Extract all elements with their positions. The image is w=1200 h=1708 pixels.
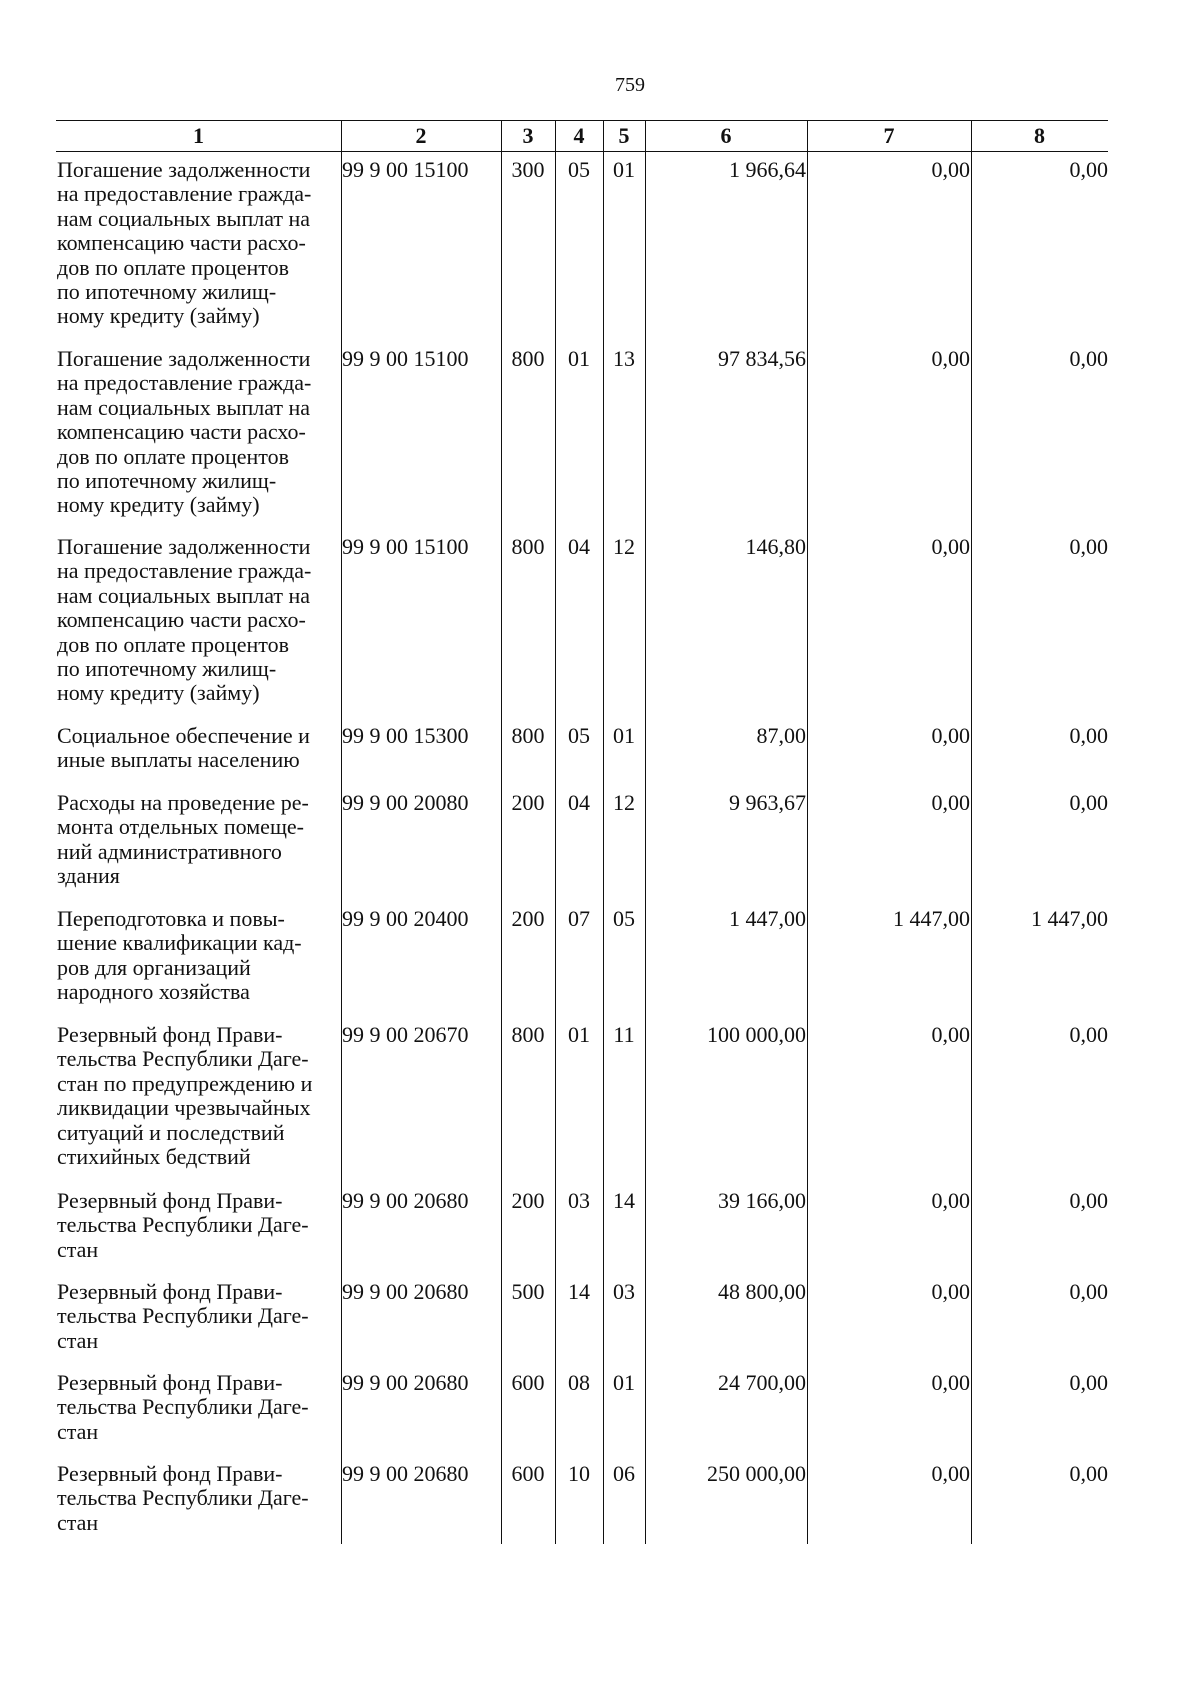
- row-col-5: 05: [613, 906, 635, 931]
- row-description: [57, 347, 341, 518]
- row-col-6: 97 834,56: [718, 346, 806, 371]
- description-line: тельства Республики Даге-: [57, 1485, 309, 1511]
- row-col-8: 0,00: [1069, 346, 1108, 371]
- column-divider: [603, 120, 604, 1544]
- row-col-4: 14: [568, 1279, 590, 1304]
- description-line: тельства Республики Даге-: [57, 1212, 309, 1238]
- row-col-7: 0,00: [931, 1022, 970, 1047]
- row-code: 99 9 00 15100: [342, 157, 469, 182]
- row-col-5: 11: [613, 1022, 635, 1047]
- description-line: Резервный фонд Прави-: [57, 1022, 283, 1047]
- description-line: стан: [57, 1418, 99, 1444]
- row-description: [57, 1189, 341, 1262]
- row-description: [57, 1280, 341, 1353]
- row-col-7: 0,00: [931, 790, 970, 815]
- row-col-3: 200: [511, 1188, 545, 1213]
- row-col-4: 01: [568, 1022, 590, 1047]
- description-line: Резервный фонд Прави-: [57, 1279, 283, 1304]
- row-code: 99 9 00 15300: [342, 723, 469, 748]
- row-col-5: 13: [613, 346, 635, 371]
- row-col-3: 800: [511, 723, 545, 748]
- row-col-6: 39 166,00: [718, 1188, 806, 1213]
- row-col-8: 0,00: [1069, 157, 1108, 182]
- row-col-5: 01: [613, 157, 635, 182]
- description-line: дов по оплате процентов: [57, 631, 289, 657]
- description-line: стан по предупреждению и: [57, 1070, 313, 1096]
- description-line: здания: [57, 863, 120, 889]
- row-col-5: 01: [613, 1370, 635, 1395]
- description-line: Погашение задолженности: [57, 346, 311, 371]
- row-col-3: 800: [511, 346, 545, 371]
- row-col-8: 0,00: [1069, 1188, 1108, 1213]
- row-col-6: 87,00: [756, 723, 806, 748]
- description-line: монта отдельных помеще-: [57, 814, 304, 840]
- description-line: стихийных бедствий: [57, 1144, 251, 1170]
- column-header-6: 6: [720, 123, 732, 148]
- description-line: компенсацию части расхо-: [57, 607, 306, 633]
- description-line: тельства Республики Даге-: [57, 1046, 309, 1072]
- row-description: [57, 1371, 341, 1444]
- row-col-5: 14: [613, 1188, 635, 1213]
- description-line: тельства Республики Даге-: [57, 1394, 309, 1420]
- description-line: Резервный фонд Прави-: [57, 1188, 283, 1213]
- row-col-7: 1 447,00: [893, 906, 970, 931]
- row-col-7: 0,00: [931, 1461, 970, 1486]
- row-code: 99 9 00 20680: [342, 1188, 469, 1213]
- header-bottom-rule: [56, 151, 1108, 152]
- row-code: 99 9 00 15100: [342, 534, 469, 559]
- row-col-8: 0,00: [1069, 723, 1108, 748]
- row-code: 99 9 00 20080: [342, 790, 469, 815]
- description-line: ному кредиту (займу): [57, 680, 260, 706]
- description-line: иные выплаты населению: [57, 747, 300, 773]
- row-col-4: 08: [568, 1370, 590, 1395]
- row-col-8: 0,00: [1069, 534, 1108, 559]
- budget-table: [56, 120, 1108, 1544]
- column-header-4: 4: [573, 123, 585, 148]
- row-description: [57, 791, 341, 889]
- row-col-4: 05: [568, 723, 590, 748]
- column-divider: [341, 120, 342, 1544]
- description-line: ному кредиту (займу): [57, 492, 260, 518]
- description-line: Погашение задолженности: [57, 157, 311, 182]
- description-line: ному кредиту (займу): [57, 303, 260, 329]
- column-header-8: 8: [1034, 123, 1045, 148]
- row-col-4: 03: [568, 1188, 590, 1213]
- description-line: на предоставление гражда-: [57, 370, 312, 396]
- row-col-7: 0,00: [931, 346, 970, 371]
- row-col-6: 250 000,00: [707, 1461, 806, 1486]
- description-line: нам социальных выплат на: [57, 205, 311, 231]
- row-col-4: 07: [568, 906, 590, 931]
- row-col-7: 0,00: [931, 1279, 970, 1304]
- row-col-3: 200: [511, 790, 545, 815]
- row-col-8: 0,00: [1069, 790, 1108, 815]
- row-col-8: 0,00: [1069, 1022, 1108, 1047]
- description-line: Переподготовка и повы-: [57, 906, 285, 931]
- description-line: стан: [57, 1509, 99, 1535]
- description-line: по ипотечному жилищ-: [57, 279, 277, 305]
- description-line: ров для организаций: [57, 954, 251, 980]
- row-col-3: 800: [511, 534, 545, 559]
- description-line: на предоставление гражда-: [57, 558, 312, 584]
- description-line: ний административного: [57, 838, 282, 864]
- row-col-8: 0,00: [1069, 1279, 1108, 1304]
- description-line: стан: [57, 1236, 99, 1262]
- description-line: нам социальных выплат на: [57, 582, 311, 608]
- column-header-5: 5: [618, 123, 630, 148]
- row-col-7: 0,00: [931, 157, 970, 182]
- row-col-4: 04: [568, 534, 590, 559]
- row-col-6: 146,80: [745, 534, 806, 559]
- description-line: ситуаций и последствий: [57, 1119, 285, 1145]
- description-line: шение квалификации кад-: [57, 930, 302, 956]
- row-code: 99 9 00 20680: [342, 1461, 469, 1486]
- column-header-1: 1: [193, 123, 204, 148]
- description-line: Резервный фонд Прави-: [57, 1461, 283, 1486]
- row-col-7: 0,00: [931, 534, 970, 559]
- row-col-5: 03: [613, 1279, 635, 1304]
- row-description: [57, 158, 341, 329]
- row-col-3: 600: [511, 1461, 545, 1486]
- row-col-7: 0,00: [931, 1188, 970, 1213]
- description-line: Социальное обеспечение и: [57, 723, 310, 748]
- description-line: стан: [57, 1327, 99, 1353]
- column-divider: [501, 120, 502, 1544]
- row-code: 99 9 00 15100: [342, 346, 469, 371]
- row-description: [57, 907, 341, 1005]
- description-line: нам социальных выплат на: [57, 394, 311, 420]
- row-col-3: 600: [511, 1370, 545, 1395]
- row-col-6: 100 000,00: [707, 1022, 806, 1047]
- row-col-3: 200: [511, 906, 545, 931]
- table-top-rule: [56, 120, 1108, 121]
- column-header-3: 3: [522, 123, 534, 148]
- row-code: 99 9 00 20670: [342, 1022, 469, 1047]
- description-line: Расходы на проведение ре-: [57, 790, 309, 815]
- description-line: ликвидации чрезвычайных: [57, 1095, 311, 1121]
- row-description: [57, 1023, 341, 1169]
- row-col-5: 12: [613, 790, 635, 815]
- description-line: народного хозяйства: [57, 979, 250, 1005]
- row-description: [57, 535, 341, 706]
- row-code: 99 9 00 20680: [342, 1370, 469, 1395]
- description-line: Погашение задолженности: [57, 534, 311, 559]
- row-col-8: 0,00: [1069, 1461, 1108, 1486]
- description-line: компенсацию части расхо-: [57, 419, 306, 445]
- row-code: 99 9 00 20680: [342, 1279, 469, 1304]
- description-line: тельства Республики Даге-: [57, 1303, 309, 1329]
- description-line: компенсацию части расхо-: [57, 230, 306, 256]
- row-col-4: 01: [568, 346, 590, 371]
- row-col-3: 300: [511, 157, 545, 182]
- row-description: [57, 1462, 341, 1535]
- row-col-4: 10: [568, 1461, 590, 1486]
- description-line: Резервный фонд Прави-: [57, 1370, 283, 1395]
- description-line: дов по оплате процентов: [57, 254, 289, 280]
- column-header-7: 7: [883, 123, 895, 148]
- row-col-8: 1 447,00: [1031, 906, 1108, 931]
- description-line: дов по оплате процентов: [57, 443, 289, 469]
- description-line: по ипотечному жилищ-: [57, 468, 277, 494]
- page-number: 759: [615, 74, 645, 96]
- row-col-6: 24 700,00: [718, 1370, 806, 1395]
- row-col-4: 05: [568, 157, 590, 182]
- row-col-4: 04: [568, 790, 590, 815]
- row-col-6: 48 800,00: [718, 1279, 806, 1304]
- row-code: 99 9 00 20400: [342, 906, 469, 931]
- column-header-2: 2: [415, 123, 427, 148]
- row-col-3: 800: [511, 1022, 545, 1047]
- row-col-3: 500: [511, 1279, 545, 1304]
- row-col-6: 1 447,00: [729, 906, 806, 931]
- row-col-5: 12: [613, 534, 635, 559]
- row-col-7: 0,00: [931, 723, 970, 748]
- row-col-5: 01: [613, 723, 635, 748]
- description-line: по ипотечному жилищ-: [57, 656, 277, 682]
- column-divider: [807, 120, 808, 1544]
- row-description: [57, 724, 341, 773]
- column-divider: [971, 120, 972, 1544]
- row-col-7: 0,00: [931, 1370, 970, 1395]
- column-divider: [645, 120, 646, 1544]
- row-col-6: 9 963,67: [729, 790, 806, 815]
- row-col-8: 0,00: [1069, 1370, 1108, 1395]
- description-line: на предоставление гражда-: [57, 181, 312, 207]
- column-divider: [555, 120, 556, 1544]
- row-col-5: 06: [613, 1461, 635, 1486]
- row-col-6: 1 966,64: [729, 157, 806, 182]
